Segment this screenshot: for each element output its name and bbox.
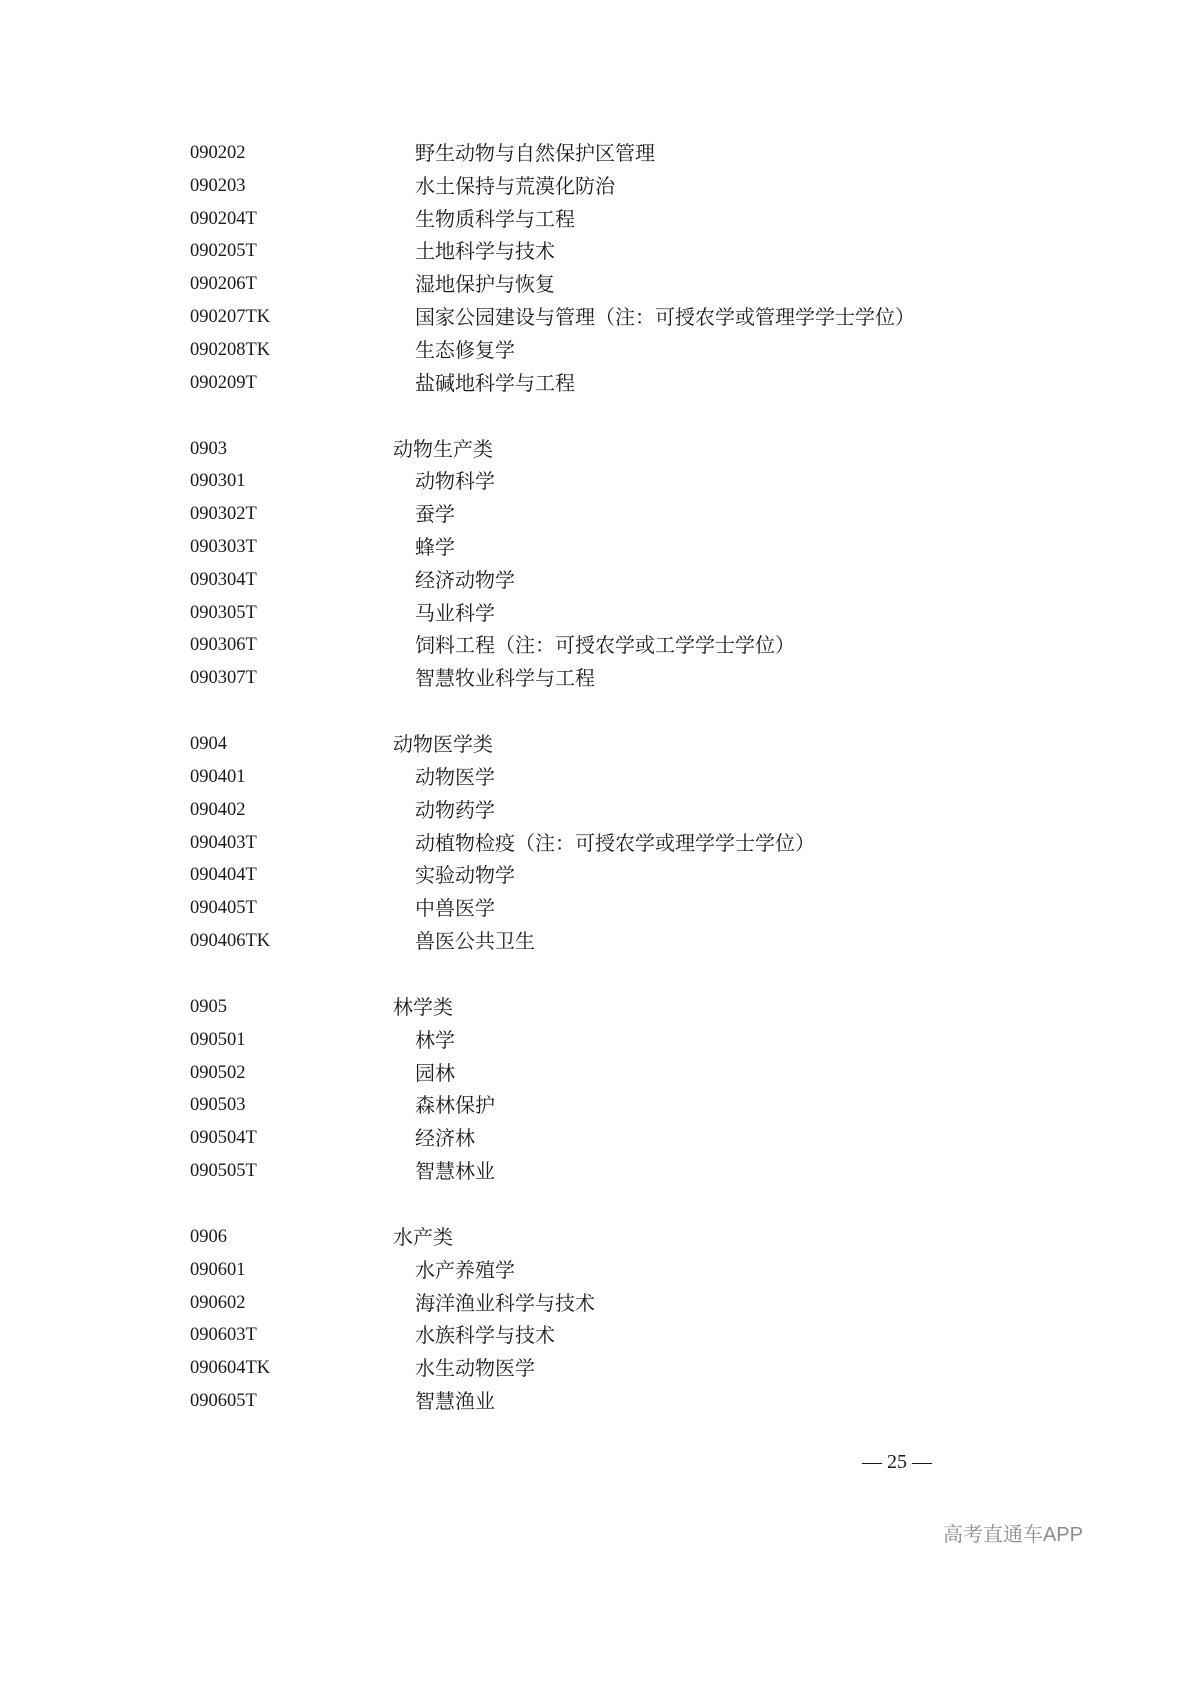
major-name: 蜂学	[415, 535, 455, 559]
major-name: 盐碱地科学与工程	[415, 370, 575, 395]
major-code: 090403T	[190, 832, 257, 853]
major-code: 090404T	[190, 865, 257, 886]
major-code: 090206T	[190, 274, 257, 295]
major-name: 水生动物医学	[415, 1356, 535, 1381]
major-name: 中兽医学	[415, 896, 495, 921]
major-row	[0, 338, 1190, 362]
major-row	[0, 1061, 1190, 1085]
group-header-row	[0, 995, 1190, 1019]
major-code: 090504T	[190, 1128, 257, 1149]
major-name: 蚕学	[415, 502, 455, 527]
major-name: 海洋渔业科学与技术	[415, 1290, 595, 1315]
major-code: 090501	[190, 1029, 246, 1050]
major-code: 090208TK	[190, 339, 271, 360]
major-code: 090207TK	[190, 307, 271, 327]
major-row	[0, 1389, 1190, 1413]
group-name: 动物医学类	[393, 732, 493, 757]
major-row	[0, 239, 1190, 263]
major-name: 经济林	[415, 1126, 475, 1151]
major-code: 090203	[190, 175, 246, 196]
major-code: 090205T	[190, 241, 257, 262]
major-name: 野生动物与自然保护区管理	[415, 141, 655, 165]
group-code: 0904	[190, 734, 227, 755]
major-name: 动物科学	[415, 469, 495, 494]
major-name: 林学	[415, 1027, 455, 1052]
major-name: 森林保护	[415, 1093, 495, 1118]
major-row	[0, 469, 1190, 493]
major-code: 090604TK	[190, 1358, 271, 1379]
major-name: 水族科学与技术	[415, 1323, 555, 1348]
major-row	[0, 207, 1190, 231]
major-row	[0, 174, 1190, 198]
major-name: 水土保持与荒漠化防治	[415, 173, 615, 198]
major-name: 马业科学	[415, 600, 495, 625]
major-code: 090302T	[190, 504, 257, 525]
major-code: 090204T	[190, 208, 257, 229]
major-code: 090401	[190, 767, 246, 787]
major-row	[0, 371, 1190, 395]
major-name: 动物药学	[415, 797, 495, 822]
major-code: 090405T	[190, 898, 257, 919]
major-name: 土地科学与技术	[415, 239, 555, 264]
major-row	[0, 272, 1190, 296]
major-row	[0, 1126, 1190, 1150]
group-name: 水产类	[393, 1225, 453, 1249]
group-header-row	[0, 437, 1190, 461]
major-row	[0, 1093, 1190, 1117]
group-header-row	[0, 732, 1190, 756]
major-code: 090603T	[190, 1325, 257, 1346]
major-row	[0, 1323, 1190, 1347]
major-row	[0, 1028, 1190, 1052]
major-row	[0, 535, 1190, 559]
major-row	[0, 863, 1190, 887]
major-code: 090602	[190, 1292, 246, 1313]
major-code: 090402	[190, 799, 246, 820]
major-row	[0, 798, 1190, 822]
major-row	[0, 929, 1190, 953]
major-name: 生物质科学与工程	[415, 206, 575, 231]
major-row	[0, 1159, 1190, 1183]
major-row	[0, 831, 1190, 855]
major-row	[0, 305, 1190, 329]
major-code: 090605T	[190, 1391, 257, 1411]
major-name: 水产养殖学	[415, 1257, 515, 1282]
major-code: 090406TK	[190, 931, 271, 951]
watermark: 高考直通车APP	[942, 1524, 1083, 1546]
major-code: 090202	[190, 143, 246, 163]
major-code: 090209T	[190, 372, 257, 393]
major-code: 090307T	[190, 668, 257, 689]
major-code: 090304T	[190, 569, 257, 590]
group-code: 0905	[190, 997, 227, 1017]
major-row	[0, 502, 1190, 526]
group-name: 林学类	[393, 995, 453, 1019]
major-code: 090505T	[190, 1161, 257, 1181]
major-code: 090601	[190, 1259, 246, 1280]
major-code: 090305T	[190, 602, 257, 623]
major-row	[0, 1291, 1190, 1315]
major-row	[0, 1356, 1190, 1380]
major-name: 国家公园建设与管理（注：可授农学或管理学学士学位）	[415, 305, 915, 329]
group-name: 动物生产类	[393, 436, 493, 461]
major-code: 090502	[190, 1062, 246, 1083]
group-code: 0903	[190, 438, 227, 459]
major-name: 饲料工程（注：可授农学或工学学士学位）	[415, 633, 795, 658]
group-code: 0906	[190, 1227, 227, 1247]
major-name: 实验动物学	[415, 863, 515, 888]
major-name: 智慧牧业科学与工程	[415, 666, 595, 691]
major-code: 090303T	[190, 537, 257, 557]
major-name: 经济动物学	[415, 567, 515, 592]
major-code: 090306T	[190, 635, 257, 656]
major-row	[0, 568, 1190, 592]
major-row	[0, 765, 1190, 789]
major-name: 生态修复学	[415, 337, 515, 362]
major-name: 兽医公共卫生	[415, 929, 535, 953]
group-header-row	[0, 1225, 1190, 1249]
major-code: 090503	[190, 1095, 246, 1116]
major-name: 智慧林业	[415, 1159, 495, 1183]
page-number: — 25 —	[862, 1451, 932, 1473]
major-row	[0, 601, 1190, 625]
major-row	[0, 666, 1190, 690]
major-row	[0, 633, 1190, 657]
major-row	[0, 1258, 1190, 1282]
major-code: 090301	[190, 471, 246, 492]
major-name: 智慧渔业	[415, 1389, 495, 1413]
major-name: 湿地保护与恢复	[415, 272, 555, 297]
major-name: 动物医学	[415, 765, 495, 789]
major-row	[0, 141, 1190, 165]
major-name: 园林	[415, 1060, 455, 1085]
major-name: 动植物检疫（注：可授农学或理学学士学位）	[415, 830, 815, 855]
major-row	[0, 896, 1190, 920]
